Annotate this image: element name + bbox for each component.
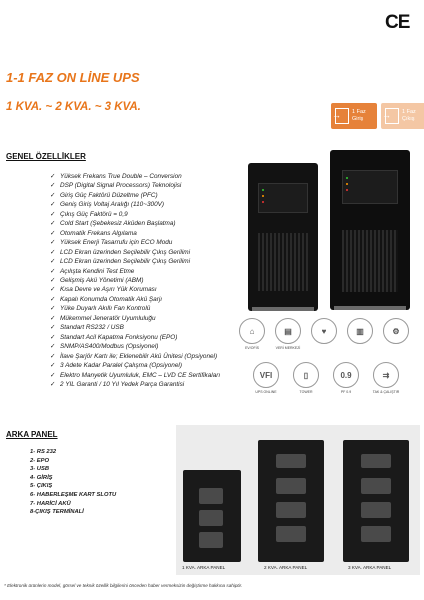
- tower-icon-cell: [292, 362, 320, 394]
- feature-item: ✓ Kapalı Konumda Otomatik Akü Şarjı: [50, 295, 220, 304]
- rear-panel-2kva-caption: 2 KVA. ARKA PANEL: [264, 565, 308, 570]
- rear-panel-legend-item: 7- HARİCİ AKÜ: [30, 500, 71, 507]
- feature-item: ✓ Açılışta Kendini Test Etme: [50, 267, 220, 276]
- feature-item: ✓ 2 YIL Garanti / 10 Yıl Yedek Parça Garantisi: [50, 380, 220, 389]
- input-phase-badge: → 1 Faz Giriş: [331, 103, 377, 129]
- feature-icon-caption: UPS ONLINE: [255, 390, 277, 394]
- vfi-icon: VFI: [253, 362, 279, 388]
- rear-panel-1kva-caption: 1 KVA. ARKA PANEL: [182, 565, 226, 570]
- features-list: [50, 172, 220, 389]
- feature-icons-grid: [238, 318, 420, 408]
- disclaimer-footnote: * Elektronik ürünlerin model, görsel ve teknik özellik bilgilerini önceden haber vermeksizin değiştirme hakkına sahiptir.: [4, 583, 243, 588]
- feature-icon-caption: EV/OFİS: [245, 346, 259, 350]
- vfi-icon-cell: [252, 362, 280, 394]
- feature-icon-caption: TOWER: [299, 390, 313, 394]
- rear-panel-legend-item: 2- EPO: [30, 457, 50, 464]
- output-phase-badge: → 1 Faz Çıkış: [381, 103, 424, 129]
- pf-icon: 0.9: [333, 362, 359, 388]
- rear-panel-legend-item: 4- GİRİŞ: [30, 474, 53, 481]
- rear-panel-legend-item: 6- HABERLEŞME KART SLOTU: [30, 491, 117, 498]
- ups-3kva-image: [330, 150, 410, 310]
- feature-item: ✓ Yüksek Frekans True Double – Conversion: [50, 172, 220, 181]
- parallel-icon-cell: [372, 362, 400, 394]
- feature-item: ✓ Yüke Duyarlı Akıllı Fan Kontrolü: [50, 304, 220, 313]
- feature-item: ✓ Standart Acil Kapatma Fonksiyonu (EPO): [50, 333, 220, 342]
- medical-icon: ♥: [311, 318, 337, 344]
- feature-item: ✓ 3 Adete Kadar Paralel Çalışma (Opsiyonel): [50, 361, 220, 370]
- factory-icon-cell: [346, 318, 374, 346]
- feature-icon-caption: PF 0.9: [340, 390, 352, 394]
- feature-icon-caption: TAK & ÇALIŞTIR: [372, 390, 400, 394]
- feature-item: ✓ LCD Ekran üzerinden Seçilebilir Çıkış Gerilimi: [50, 257, 220, 266]
- rear-panel-heading: ARKA PANEL: [6, 430, 58, 439]
- rear-panel-legend-item: 1- RS 232: [30, 449, 57, 455]
- feature-item: ✓ Gelişmiş Akü Yönetimi (ABM): [50, 276, 220, 285]
- home-office-icon: ⌂: [239, 318, 265, 344]
- feature-item: ✓ Çıkış Güç Faktörü = 0,9: [50, 210, 220, 219]
- rear-panel-3kva: [343, 440, 409, 562]
- feature-item: ✓ SNMP/AS400/Modbus (Opsiyonel): [50, 342, 220, 351]
- power-range-subtitle: 1 KVA. ~ 2 KVA. ~ 3 KVA.: [6, 101, 141, 113]
- ce-mark: CE: [385, 12, 410, 33]
- feature-item: ✓ Standart RS232 / USB: [50, 323, 220, 332]
- output-arrow-icon: [385, 108, 399, 124]
- page-title: 1-1 FAZ ON LİNE UPS: [6, 70, 140, 85]
- feature-icon-caption: VERİ MERKEZİ: [275, 346, 301, 350]
- feature-item: ✓ Elektro Manyetik Uyumluluk, EMC – LVD CE Sertifikaları: [50, 371, 220, 380]
- feature-item: ✓ Giriş Güç Faktörü Düzeltme (PFC): [50, 191, 220, 200]
- rear-panel-3kva-caption: 3 KVA. ARKA PANEL: [348, 565, 392, 570]
- feature-item: ✓ Geniş Giriş Voltaj Aralığı (110~300V): [50, 200, 220, 209]
- tower-icon: ▯: [293, 362, 319, 388]
- feature-item: ✓ DSP (Digital Signal Processors) Teknolojisi: [50, 181, 220, 190]
- feature-item: ✓ Kısa Devre ve Aşırı Yük Koruması: [50, 285, 220, 294]
- generator-icon: ⚙: [383, 318, 409, 344]
- rear-panel-legend: [30, 448, 116, 517]
- feature-item: ✓ Mükemmel Jeneratör Uyumluluğu: [50, 314, 220, 323]
- server-icon: ▤: [275, 318, 301, 344]
- input-arrow-icon: [335, 108, 349, 124]
- feature-item: ✓ LCD Ekran üzerinden Seçilebilir Çıkış Gerilimi: [50, 248, 220, 257]
- feature-item: ✓ İlave Şarjör Kartı ile; Eklenebilir Akü Ünitesi (Opsiyonel): [50, 352, 220, 361]
- rear-panel-legend-item: 8-ÇIKIŞ TERMİNALİ: [30, 509, 84, 516]
- ups-1kva-image: [248, 163, 318, 311]
- feature-item: ✓ Otomatik Frekans Algılama: [50, 229, 220, 238]
- pf-icon-cell: [332, 362, 360, 394]
- rear-panel-legend-item: 3- USB: [30, 466, 50, 473]
- rear-panel-legend-item: 5- ÇIKIŞ: [30, 483, 53, 490]
- server-icon-cell: [274, 318, 302, 350]
- rear-panel-2kva: [258, 440, 324, 562]
- factory-icon: ▥: [347, 318, 373, 344]
- features-heading: GENEL ÖZELLİKLER: [6, 152, 86, 161]
- generator-icon-cell: [382, 318, 410, 346]
- feature-item: ✓ Yüksek Enerji Tasarrufu için ECO Modu: [50, 238, 220, 247]
- rear-panel-1kva: [183, 470, 241, 562]
- parallel-icon: ⇉: [373, 362, 399, 388]
- home-office-icon-cell: [238, 318, 266, 350]
- feature-item: ✓ Cold Start (Şebekesiz Aküden Başlatma): [50, 219, 220, 228]
- medical-icon-cell: [310, 318, 338, 346]
